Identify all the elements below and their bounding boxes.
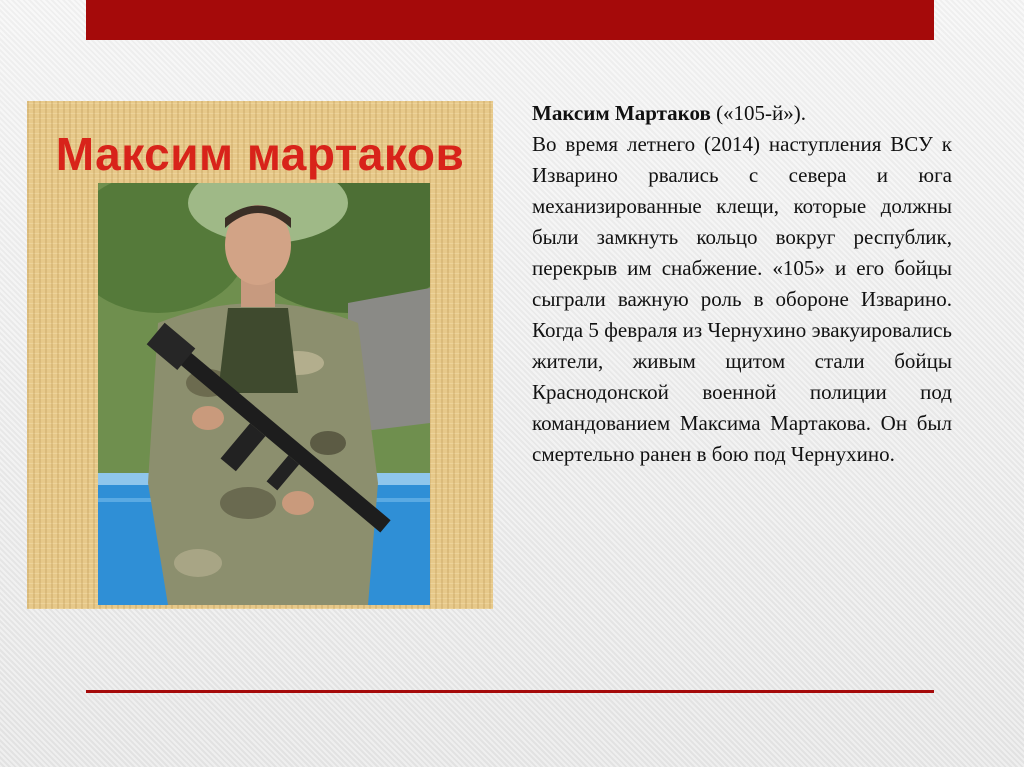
person-name: Максим Мартаков bbox=[532, 101, 711, 125]
bottom-accent-line bbox=[86, 690, 934, 693]
person-callsign: («105-й»). bbox=[710, 101, 807, 125]
soldier-photo bbox=[98, 183, 430, 605]
biography-paragraph: Во время летнего (2014) наступления ВСУ к Изварино рвались с севера и юга механизированные клещи, которые должны были замкнуть кольцо вокруг республик, перекрыв им снабжение. «105» и его бойцы сыграли важную роль в обороне Изварино. Когда 5 февраля из Чернухино эвакуировались жители, живым щитом стали бойцы Краснодонской военной полиции под командованием Максима Мартакова. Он был смертельно ранен в бою под Чернухино. bbox=[532, 132, 952, 466]
photo-frame bbox=[27, 101, 493, 609]
photo-caption: Максим мартаков bbox=[55, 128, 465, 180]
top-accent-bar bbox=[86, 0, 934, 40]
biography-text bbox=[532, 98, 952, 470]
person-title bbox=[532, 98, 952, 129]
